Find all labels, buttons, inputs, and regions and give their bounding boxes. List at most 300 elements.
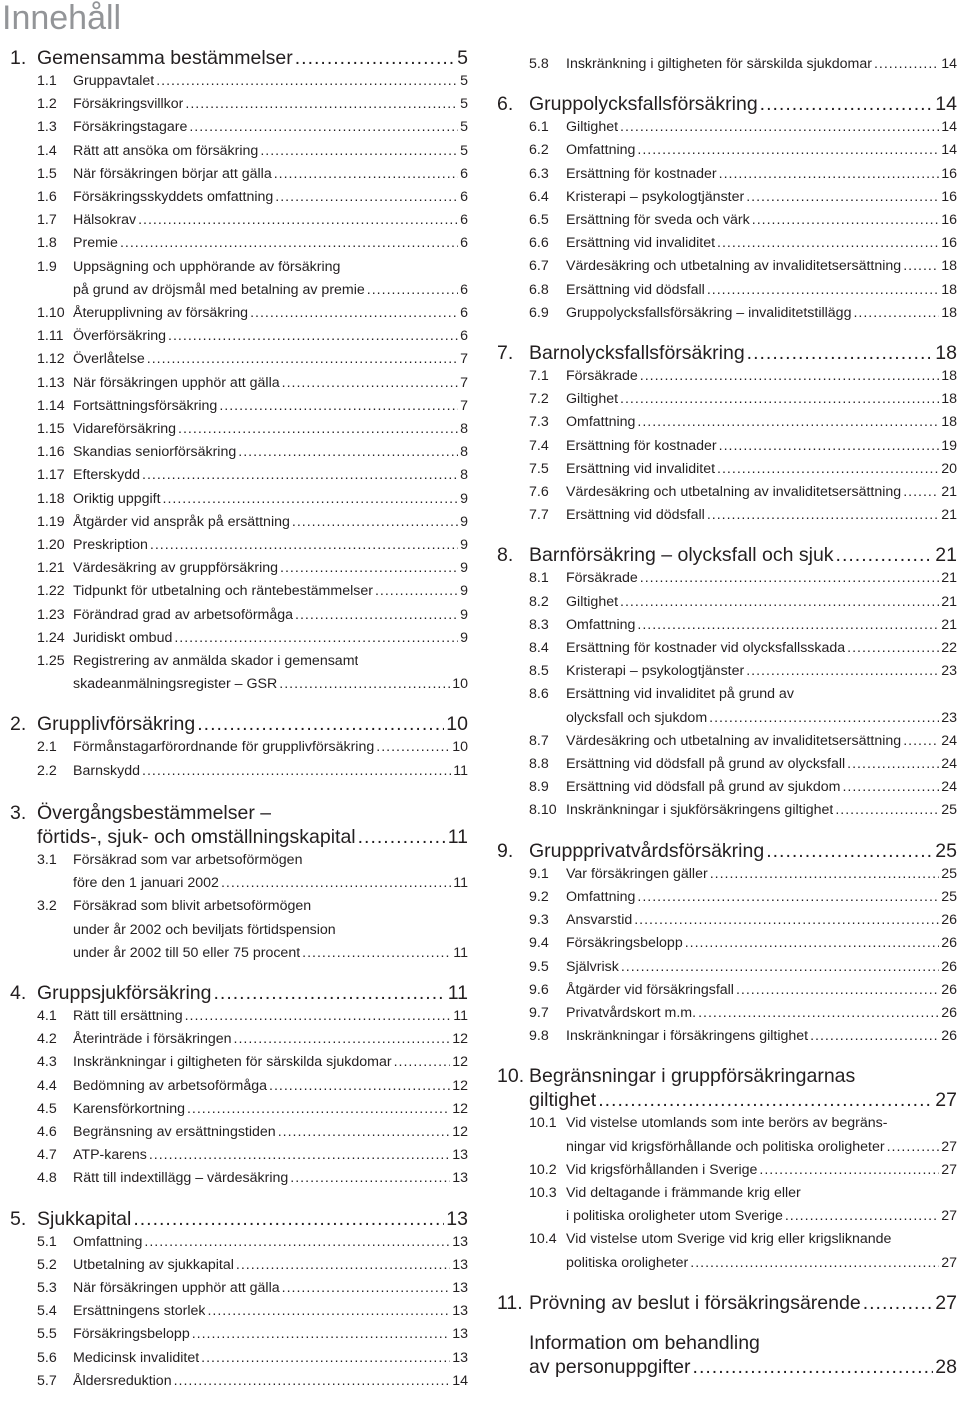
toc-entry[interactable]	[497, 591, 957, 614]
toc-entry[interactable]	[10, 186, 468, 209]
section-title: Försäkringsbelopp	[566, 935, 683, 952]
toc-entry[interactable]	[10, 580, 468, 603]
toc-entry[interactable]	[497, 232, 957, 255]
dot-leader	[752, 209, 939, 232]
section-title: Bedömning av arbetsoförmåga	[73, 1077, 268, 1094]
page-number: 25	[941, 865, 957, 882]
toc-entry[interactable]	[10, 760, 468, 783]
dot-leader	[174, 1370, 451, 1393]
page-number: 14	[941, 119, 957, 136]
section-title: olycksfall och sjukdom	[566, 709, 708, 726]
toc-entry[interactable]	[497, 411, 957, 434]
chapter-title: Gruppolycksfallsförsäkring	[529, 93, 758, 116]
section-title: Vid vistelse utomlands som inte berörs av begräns-	[566, 1115, 888, 1132]
section-title: Försäkrad som var arbetsoförmögen	[73, 851, 303, 868]
toc-entry[interactable]	[497, 255, 957, 278]
section-title: Rätt att ansöka om försäkring	[73, 142, 259, 159]
chapter-heading-line[interactable]	[497, 1331, 957, 1355]
page-number: 18	[935, 342, 957, 365]
section-title: Ersättning för kostnader vid olycksfallsskada	[566, 640, 846, 657]
chapter-heading-line[interactable]	[10, 825, 468, 849]
chapter-heading-line[interactable]	[497, 1088, 957, 1112]
dot-leader	[717, 458, 939, 481]
toc-entry[interactable]	[10, 464, 468, 487]
page-number: 14	[941, 142, 957, 159]
section-number: 8.3	[529, 616, 549, 633]
toc-entry[interactable]	[10, 1098, 468, 1121]
toc-entry-line	[10, 1347, 468, 1370]
page-number: 25	[941, 888, 957, 905]
toc-entry[interactable]	[10, 1028, 468, 1051]
chapter-heading-line[interactable]	[497, 543, 957, 567]
dot-leader	[710, 863, 940, 886]
toc-entry[interactable]	[10, 1277, 468, 1300]
chapter-heading-line[interactable]	[497, 92, 957, 116]
toc-entry[interactable]	[497, 504, 957, 527]
section-number: 1.5	[37, 165, 57, 182]
section-number: 1.14	[37, 397, 65, 414]
toc-entry-line	[10, 348, 468, 371]
section-number: 1.9	[37, 258, 57, 275]
chapter-heading-line[interactable]	[10, 712, 468, 736]
section-number: 2.1	[37, 739, 57, 756]
toc-entry[interactable]	[497, 1002, 957, 1025]
toc-entry[interactable]	[10, 557, 468, 580]
page-number: 21	[935, 544, 957, 567]
page-number: 9	[460, 560, 468, 577]
dot-leader	[142, 760, 451, 783]
toc-entry-line	[10, 70, 468, 93]
toc-entry[interactable]	[497, 186, 957, 209]
page-number: 26	[941, 935, 957, 952]
toc-chapter	[497, 1291, 957, 1315]
page-number: 27	[941, 1208, 957, 1225]
section-number: 6.2	[529, 142, 549, 159]
section-title: Åtgärder vid anspråk på ersättning	[73, 513, 290, 530]
chapter-heading-line[interactable]	[497, 341, 957, 365]
section-number: 1.20	[37, 537, 65, 554]
page-number: 21	[941, 593, 957, 610]
page-number: 27	[941, 1161, 957, 1178]
section-number: 8.1	[529, 570, 549, 587]
section-number: 6.4	[529, 188, 549, 205]
dot-leader	[156, 70, 458, 93]
page-number: 6	[460, 235, 468, 252]
toc-entry-line	[497, 956, 957, 979]
toc-entry[interactable]	[497, 1025, 957, 1048]
toc-entry[interactable]	[497, 799, 957, 822]
section-title: Fortsättningsförsäkring	[73, 397, 218, 414]
section-title: Ersättning vid invaliditet	[566, 235, 716, 252]
dot-leader	[747, 341, 934, 365]
toc-entry-line	[497, 614, 957, 637]
dot-leader	[637, 614, 939, 637]
toc-entry[interactable]	[497, 481, 957, 504]
toc-chapter	[10, 46, 468, 696]
section-number: 8.6	[529, 686, 549, 703]
dot-leader	[138, 209, 458, 232]
toc-entry[interactable]	[497, 886, 957, 909]
toc-entry[interactable]	[10, 70, 468, 93]
dot-leader	[290, 1167, 450, 1190]
toc-entry[interactable]	[10, 1167, 468, 1190]
toc-entry[interactable]	[10, 849, 468, 895]
chapter-heading-line[interactable]	[10, 1207, 468, 1231]
dot-leader	[693, 1355, 934, 1379]
toc-entry-line	[10, 1005, 468, 1028]
dot-leader	[637, 139, 939, 162]
toc-entry[interactable]	[10, 93, 468, 116]
toc-entry[interactable]	[497, 365, 957, 388]
section-title: Ersättning för kostnader	[566, 165, 717, 182]
toc-entry-line	[10, 1370, 468, 1393]
dot-leader	[598, 1088, 933, 1112]
dot-leader	[709, 707, 939, 730]
toc-entry[interactable]	[10, 1051, 468, 1074]
toc-entry[interactable]	[497, 139, 957, 162]
section-title: Utbetalning av sjukkapital	[73, 1256, 234, 1273]
section-title: Vid vistelse utom Sverige vid krig eller krigsliknande	[566, 1231, 892, 1248]
toc-entry-line	[497, 1002, 957, 1025]
toc-entry[interactable]	[10, 1323, 468, 1346]
toc-entry[interactable]	[497, 1159, 957, 1182]
page-number: 9	[460, 513, 468, 530]
dot-leader	[698, 1002, 939, 1025]
section-title: Omfattning	[73, 1233, 143, 1250]
section-number: 8.7	[529, 732, 549, 749]
dot-leader	[174, 627, 458, 650]
page-number: 8	[460, 444, 468, 461]
toc-chapter	[10, 1207, 468, 1393]
section-number: 5.5	[37, 1326, 57, 1343]
toc-entry[interactable]	[497, 1112, 957, 1158]
section-number: 10.4	[529, 1231, 557, 1248]
dot-leader	[150, 534, 458, 557]
toc-entry[interactable]	[497, 637, 957, 660]
dot-leader	[189, 116, 458, 139]
toc-entry[interactable]	[10, 256, 468, 302]
section-title: Inskränkningar i giltigheten för särskilda sjukdomar	[73, 1054, 392, 1071]
toc-entry-line	[10, 736, 468, 759]
page-number: 8	[460, 421, 468, 438]
toc-entry[interactable]	[497, 979, 957, 1002]
toc-entry[interactable]	[497, 614, 957, 637]
toc-entry[interactable]	[10, 895, 468, 965]
toc-entry[interactable]	[10, 627, 468, 650]
page-number: 5	[460, 142, 468, 159]
section-number: 7.2	[529, 391, 549, 408]
dot-leader	[766, 839, 933, 863]
toc-entry[interactable]	[497, 53, 957, 76]
toc-entry[interactable]	[497, 388, 957, 411]
toc-entry-line	[10, 464, 468, 487]
chapter-heading-line[interactable]	[497, 839, 957, 863]
toc-entry[interactable]	[10, 325, 468, 348]
toc-entry-line	[10, 557, 468, 580]
toc-entry-line	[10, 604, 468, 627]
section-number: 6.8	[529, 281, 549, 298]
section-title: Inskränkningar i försäkringens giltighet	[566, 1028, 809, 1045]
dot-leader	[853, 302, 939, 325]
page-number: 25	[935, 839, 957, 862]
chapter-title: Barnolycksfallsförsäkring	[529, 342, 745, 365]
section-number: 1.25	[37, 653, 65, 670]
page-number: 12	[452, 1123, 468, 1140]
toc-entry[interactable]	[497, 909, 957, 932]
toc-entry[interactable]	[497, 730, 957, 753]
section-title: Vid krigsförhållanden i Sverige	[566, 1161, 758, 1178]
toc-chapter	[497, 543, 957, 822]
toc-entry[interactable]	[10, 650, 468, 696]
page-number: 9	[460, 537, 468, 554]
section-number: 1.4	[37, 142, 57, 159]
toc-entry[interactable]	[10, 604, 468, 627]
section-title: Inskränkningar i sjukförsäkringens giltighet	[566, 802, 834, 819]
page-number: 26	[941, 958, 957, 975]
page-number: 11	[453, 875, 468, 892]
toc-entry-line	[497, 932, 957, 955]
dot-leader	[637, 886, 939, 909]
section-number: 9.1	[529, 865, 549, 882]
page-number: 28	[935, 1355, 957, 1378]
toc-entry[interactable]	[10, 534, 468, 557]
page-number: 6	[460, 189, 468, 206]
page-number: 21	[941, 484, 957, 501]
section-title: Vid deltagande i främmande krig eller	[566, 1184, 801, 1201]
toc-entry[interactable]	[497, 1182, 957, 1228]
toc-entry[interactable]	[497, 776, 957, 799]
toc-entry[interactable]	[10, 1300, 468, 1323]
toc-entry[interactable]	[497, 435, 957, 458]
section-number: 1.22	[37, 583, 65, 600]
toc-entry[interactable]	[10, 232, 468, 255]
page-number: 13	[446, 1207, 468, 1230]
dot-leader	[168, 325, 458, 348]
section-number: 1.17	[37, 467, 65, 484]
page-number: 6	[460, 328, 468, 345]
chapter-heading-line[interactable]	[497, 1291, 957, 1315]
section-number: 8.5	[529, 663, 549, 680]
toc-entry[interactable]	[10, 1075, 468, 1098]
toc-entry[interactable]	[10, 736, 468, 759]
section-number: 5.8	[529, 56, 549, 72]
toc-chapter	[497, 839, 957, 1049]
toc-entry[interactable]	[10, 441, 468, 464]
page-number: 9	[460, 583, 468, 600]
section-number: 9.6	[529, 981, 549, 998]
toc-entry[interactable]	[497, 956, 957, 979]
dot-leader	[621, 956, 939, 979]
chapter-heading-line[interactable]	[497, 1355, 957, 1379]
dot-leader	[282, 372, 458, 395]
section-title: Begränsning av ersättningstiden	[73, 1123, 276, 1140]
section-number: 1.10	[37, 305, 65, 322]
toc-entry[interactable]	[497, 116, 957, 139]
dot-leader	[634, 909, 939, 932]
chapter-number: 2.	[10, 713, 27, 736]
toc-entry[interactable]	[10, 1144, 468, 1167]
toc-entry[interactable]	[10, 488, 468, 511]
toc-entry[interactable]	[10, 302, 468, 325]
dot-leader	[717, 232, 939, 255]
section-title: Skandias seniorförsäkring	[73, 444, 237, 461]
toc-entry-line	[10, 1277, 468, 1300]
toc-entry[interactable]	[10, 395, 468, 418]
dot-leader	[358, 825, 446, 849]
dot-leader	[376, 736, 450, 759]
page-number: 11	[447, 981, 468, 1004]
page-number: 24	[941, 779, 957, 796]
section-title: Medicinsk invaliditet	[73, 1349, 200, 1366]
section-title: Värdesäkring och utbetalning av invaliditetsersättning	[566, 258, 902, 275]
dot-leader	[295, 604, 458, 627]
section-title: Ersättning vid dödsfall på grund av olycksfall	[566, 756, 846, 773]
section-number: 4.5	[37, 1100, 57, 1117]
toc-entry-line	[10, 511, 468, 534]
section-number: 5.6	[37, 1349, 57, 1366]
section-number: 7.7	[529, 507, 549, 524]
toc-entry[interactable]	[497, 209, 957, 232]
toc-entry[interactable]	[497, 683, 957, 729]
section-title: Ansvarstid	[566, 912, 633, 929]
dot-leader	[185, 1005, 452, 1028]
toc-entry-line	[10, 673, 468, 696]
toc-entry[interactable]	[497, 753, 957, 776]
toc-entry-line	[10, 418, 468, 441]
section-title: Värdesäkring och utbetalning av invaliditetsersättning	[566, 732, 902, 749]
toc-chapter	[497, 1331, 957, 1379]
dot-leader	[234, 1028, 451, 1051]
page-number: 21	[941, 616, 957, 633]
toc-entry-line	[497, 255, 957, 278]
page-number: 11	[453, 944, 468, 961]
toc-entry[interactable]	[497, 458, 957, 481]
section-title: Uppsägning och upphörande av försäkring	[73, 258, 341, 275]
toc-entry[interactable]	[10, 1231, 468, 1254]
dot-leader	[736, 979, 939, 1002]
section-title: När försäkringen börjar att gälla	[73, 165, 272, 182]
toc-entry-line	[10, 256, 468, 279]
toc-entry[interactable]	[497, 279, 957, 302]
page-number: 7	[460, 397, 468, 414]
page-number: 18	[941, 414, 957, 431]
toc-entry[interactable]	[10, 348, 468, 371]
toc-entry[interactable]	[497, 1228, 957, 1274]
dot-leader	[221, 872, 451, 895]
toc-entry-line	[10, 1144, 468, 1167]
page-number: 18	[941, 281, 957, 298]
page-number: 27	[941, 1138, 957, 1155]
toc-entry-line	[497, 1182, 957, 1205]
page-number: 6	[460, 165, 468, 182]
toc-entry[interactable]	[10, 418, 468, 441]
dot-leader	[620, 591, 939, 614]
toc-entry[interactable]	[10, 1121, 468, 1144]
dot-leader	[275, 186, 458, 209]
section-title: Försäkringsbelopp	[73, 1326, 190, 1343]
section-title: Rätt till ersättning	[73, 1007, 183, 1024]
page-number: 5	[457, 47, 468, 69]
toc-entry-line	[10, 302, 468, 325]
toc-entry[interactable]	[10, 372, 468, 395]
toc-entry[interactable]	[10, 1347, 468, 1370]
page-number: 27	[935, 1089, 957, 1112]
toc-entry-line	[497, 683, 957, 706]
toc-entry-line	[497, 388, 957, 411]
section-number: 10.1	[529, 1115, 557, 1132]
toc-entry[interactable]	[497, 863, 957, 886]
section-title: Förmånstagarförordnande för grupplivförsäkring	[73, 739, 375, 756]
section-title: Överförsäkring	[73, 328, 167, 345]
toc-entry[interactable]	[10, 1005, 468, 1028]
chapter-title: Grupplivförsäkring	[37, 713, 196, 736]
section-title: Värdesäkring och utbetalning av invaliditetsersättning	[566, 484, 902, 501]
section-number: 1.6	[37, 189, 57, 206]
page-number: 13	[452, 1326, 468, 1343]
toc-entry[interactable]	[10, 209, 468, 232]
page-number: 9	[460, 490, 468, 507]
section-number: 4.7	[37, 1147, 57, 1164]
dot-leader	[149, 1144, 450, 1167]
toc-entry[interactable]	[10, 511, 468, 534]
page-number: 9	[460, 629, 468, 646]
toc-entry[interactable]	[497, 660, 957, 683]
toc-entry-line	[497, 753, 957, 776]
toc-chapter	[497, 53, 957, 76]
section-title: Försäkrade	[566, 570, 638, 587]
toc-entry[interactable]	[10, 163, 468, 186]
page-number: 6	[460, 212, 468, 229]
toc-entry[interactable]	[10, 1254, 468, 1277]
toc-entry-line	[10, 93, 468, 116]
section-number: 3.1	[37, 851, 57, 868]
page-number: 27	[941, 1254, 957, 1271]
toc-entry-line	[10, 627, 468, 650]
toc-entry-line	[497, 776, 957, 799]
section-number: 10.2	[529, 1161, 557, 1178]
chapter-heading-line[interactable]	[497, 1064, 957, 1088]
chapter-heading-line[interactable]	[10, 981, 468, 1005]
section-title: Ersättning vid dödsfall	[566, 507, 705, 524]
toc-entry[interactable]	[10, 140, 468, 163]
toc-entry[interactable]	[10, 116, 468, 139]
toc-entry-line	[497, 1205, 957, 1228]
section-title: Preskription	[73, 537, 148, 554]
dot-leader	[142, 464, 458, 487]
section-number: 1.3	[37, 119, 57, 136]
chapter-heading-line[interactable]	[10, 801, 468, 825]
dot-leader	[903, 730, 939, 753]
dot-leader	[185, 93, 458, 116]
page-number: 20	[941, 460, 957, 477]
toc-entry[interactable]	[497, 302, 957, 325]
toc-entry[interactable]	[497, 163, 957, 186]
toc-entry[interactable]	[497, 932, 957, 955]
chapter-number: 8.	[497, 544, 514, 567]
chapter-heading-line[interactable]	[10, 46, 468, 70]
toc-entry-line	[10, 919, 468, 942]
toc-entry-line	[10, 372, 468, 395]
toc-entry-line	[497, 504, 957, 527]
page-number: 13	[452, 1279, 468, 1296]
toc-entry[interactable]	[497, 567, 957, 590]
section-number: 8.10	[529, 802, 557, 819]
toc-entry-line	[10, 1231, 468, 1254]
page-number: 16	[941, 188, 957, 205]
page-number: 5	[460, 73, 468, 89]
toc-entry[interactable]	[10, 1370, 468, 1393]
section-number: 1.24	[37, 629, 65, 646]
